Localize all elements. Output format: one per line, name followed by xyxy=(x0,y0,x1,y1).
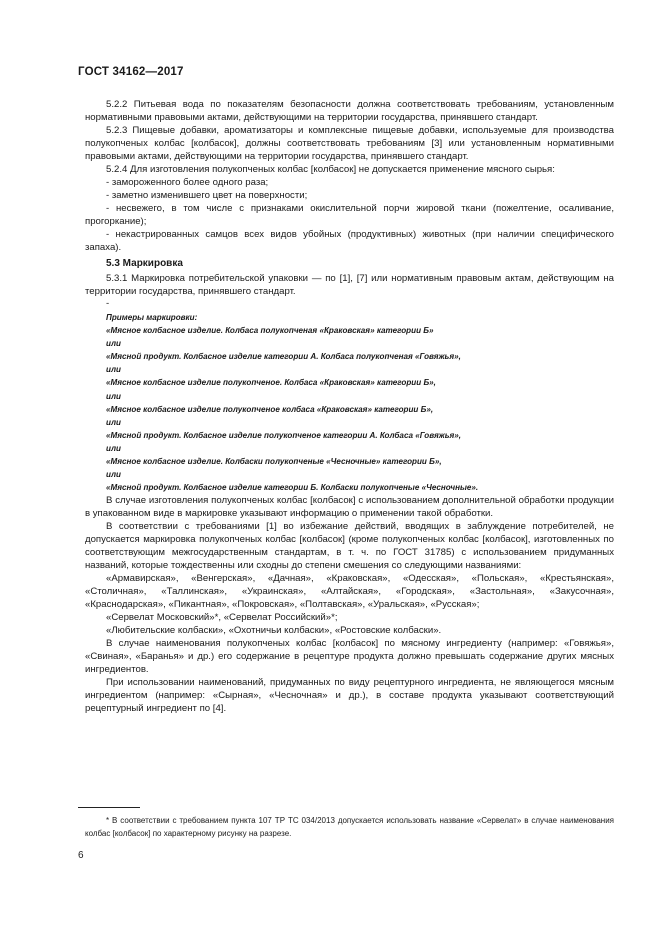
page-number: 6 xyxy=(78,850,84,861)
dash-mark: - xyxy=(106,298,110,309)
paragraph-5-3-1: 5.3.1 Маркировка потребительской упаковки — по [1], [7] или нормативным правовым актам, действующим на территории государства, принявшего стандарт. xyxy=(85,273,614,297)
main-content xyxy=(85,98,614,715)
example-line: «Мясное колбасное изделие. Колбаски полукопченые «Чесночные» категории Б», xyxy=(106,457,442,467)
example-line: «Мясной продукт. Колбасное изделие категории Б. Колбаски полукопченые «Чесночные». xyxy=(106,483,479,493)
list-item: - некастрированных самцов всех видов убойных (продуктивных) животных (при наличии специфического запаха). xyxy=(85,229,614,253)
example-line: «Мясной продукт. Колбасное изделие полукопченое категории А. Колбаса «Говяжья», xyxy=(106,430,462,440)
paragraph-requirements: В соответствии с требованиями [1] во избежание действий, вводящих в заблуждение потребителей, не допускается маркировка полукопченых колбас [колбасок] (кроме полукопченых колбас [колбасок], изготовленных по соответствующим межгосударственным стандартам, в т. ч. по ГОСТ 31785) с использованием придуманных названий, которые тождественны или сходны до степени смешения со следующими названиями: xyxy=(85,521,614,572)
example-line: «Мясное колбасное изделие. Колбаса полукопченая «Краковская» категории Б» xyxy=(106,326,434,336)
paragraph-invented-names: При использовании наименований, придуманных по виду рецептурного ингредиента, не являющегося мясным ингредиентом (например: «Сырная», «Чесночная» и др.), в составе продукта указывают соответствующий рецептурный ингредиент по [4]. xyxy=(85,677,614,715)
paragraph-meat-ingredient: В случае наименования полукопченых колбас [колбасок] по мясному ингредиенту (например: «Говяжья», «Свиная», «Баранья» и др.) его содержание в рецептуре продукта должно превышать содержание других мясных ингредиентов. xyxy=(85,638,614,676)
example-or: или xyxy=(106,443,121,453)
example-or: или xyxy=(106,339,121,349)
footnote-divider xyxy=(78,807,140,808)
paragraph-5-2-4: 5.2.4 Для изготовления полукопченых колбас [колбасок] не допускается применение мясного сырья: xyxy=(106,164,555,175)
footnote-text: * В соответствии с требованием пункта 107 ТР ТС 034/2013 допускается использовать название «Сервелат» в случае наименования колбас [колбасок] по характерному рисунку на разрезе. xyxy=(85,816,614,838)
example-or: или xyxy=(106,417,121,427)
document-header: ГОСТ 34162—2017 xyxy=(78,66,184,78)
section-title: 5.3 Маркировка xyxy=(106,258,183,269)
example-line: «Мясной продукт. Колбасное изделие категории А. Колбаса полукопченая «Говяжья», xyxy=(106,352,461,362)
example-or: или xyxy=(106,391,121,401)
paragraph-5-2-3: 5.2.3 Пищевые добавки, ароматизаторы и комплексные пищевые добавки, используемые для производства полукопченых колбас [колбасок], должны соответствовать требованиям [3] или установленным нормативными правовыми актами, действующими на территории государства, принявшего стандарт. xyxy=(85,125,614,162)
example-line: «Мясное колбасное изделие полукопченое колбаса «Краковская» категории Б», xyxy=(106,404,434,414)
list-item: - замороженного более одного раза; xyxy=(106,177,269,188)
example-line: «Мясное колбасное изделие полукопченое. Колбаса «Краковская» категории Б», xyxy=(106,378,436,388)
marking-examples xyxy=(85,311,614,494)
example-or: или xyxy=(106,365,121,375)
names-list-1: «Армавирская», «Венгерская», «Дачная», «Краковская», «Одесская», «Польская», «Крестьянская», «Столичная», «Таллинская», «Украинская», «Алтайская», «Городская», «Застольная», «Закусочная», «Краснодарская», «Пикантная», «Покровская», «Полтавская», «Уральская», «Русская»; xyxy=(85,573,614,611)
names-list-3: «Любительские колбаски», «Охотничьи колбаски», «Ростовские колбаски». xyxy=(106,625,442,637)
list-item: - заметно изменившего цвет на поверхности; xyxy=(106,190,308,201)
paragraph-processing: В случае изготовления полукопченых колбас [колбасок] с использованием дополнительной обработки продукции в упакованном виде в маркировке указывают информацию о применении такой обработки. xyxy=(85,495,614,520)
names-list-2: «Сервелат Московский»*, «Сервелат Российский»*; xyxy=(106,612,338,624)
footnote xyxy=(85,815,614,840)
examples-heading: Примеры маркировки: xyxy=(106,313,198,322)
paragraph-5-2-2: 5.2.2 Питьевая вода по показателям безопасности должна соответствовать требованиям, установленным нормативными правовыми актами, действующими на территории государства, принявшего стандарт. xyxy=(85,99,614,123)
example-or: или xyxy=(106,470,121,480)
list-item: - несвежего, в том числе с признаками окислительной порчи жировой ткани (пожелтение, осаливание, прогоркание); xyxy=(85,203,614,227)
